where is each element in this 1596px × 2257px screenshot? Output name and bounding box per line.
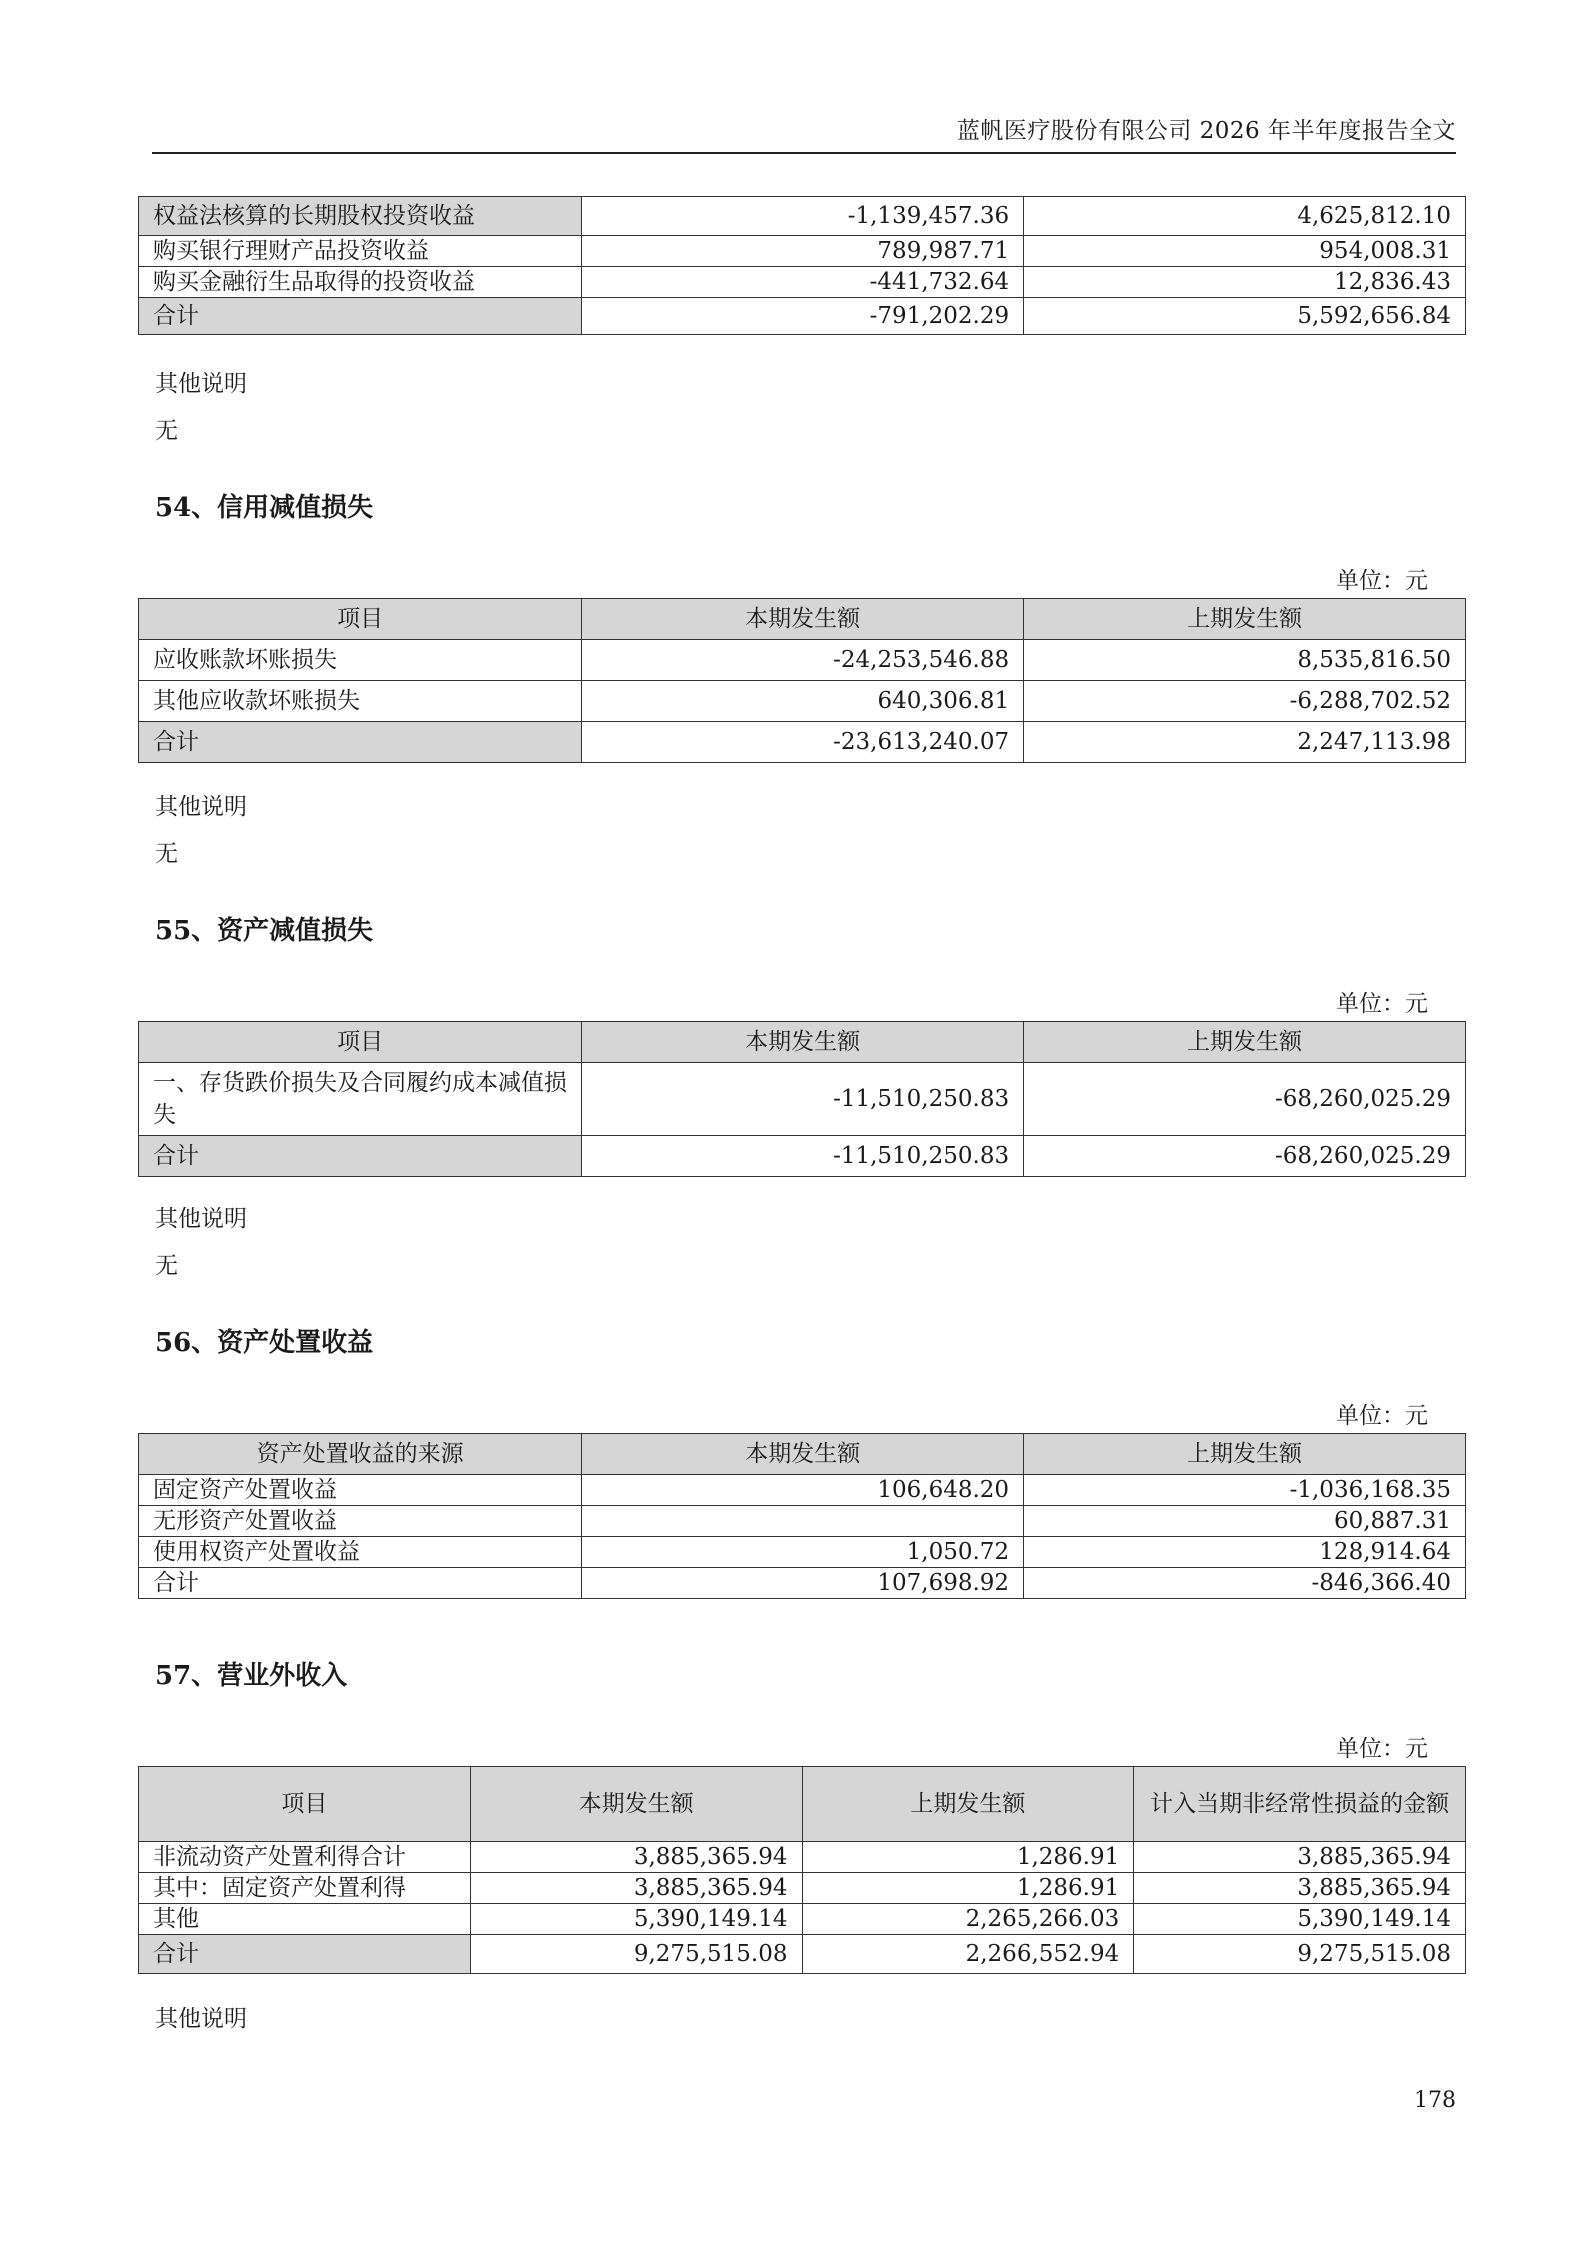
header-current: 本期发生额: [470, 1767, 802, 1842]
row-nonrecurring-value: 9,275,515.08: [1134, 1935, 1466, 1974]
unit-label-56: 单位：元: [1336, 1403, 1428, 1429]
row-nonrecurring-value: 3,885,365.94: [1134, 1842, 1466, 1873]
other-note-value: 无: [155, 1253, 178, 1279]
header-divider: [152, 152, 1456, 154]
row-current-value: 107,698.92: [582, 1568, 1024, 1599]
row-label: 权益法核算的长期股权投资收益: [139, 197, 582, 236]
table-header-row: [139, 599, 1466, 640]
row-current-value: 3,885,365.94: [470, 1873, 802, 1904]
row-label: 其他: [139, 1904, 471, 1935]
table-row-total: [139, 1136, 1466, 1177]
row-previous-value: -846,366.40: [1024, 1568, 1466, 1599]
row-previous-value: -68,260,025.29: [1024, 1136, 1466, 1177]
row-previous-value: 128,914.64: [1024, 1537, 1466, 1568]
row-previous-value: 2,247,113.98: [1024, 722, 1466, 763]
row-previous-value: 12,836.43: [1024, 267, 1466, 298]
table-row-total: [139, 298, 1466, 335]
row-label: 合计: [139, 298, 582, 335]
investment-income-table: [138, 196, 1466, 335]
table-row: [139, 1063, 1466, 1136]
row-label: 合计: [139, 1935, 471, 1974]
credit-impairment-table: [138, 598, 1466, 763]
table-row: [139, 1475, 1466, 1506]
row-current-value: -441,732.64: [582, 267, 1024, 298]
unit-label-57: 单位：元: [1336, 1736, 1428, 1762]
row-current-value: -11,510,250.83: [582, 1063, 1024, 1136]
table-row-total: [139, 1935, 1466, 1974]
section-title-55: 55、资产减值损失: [155, 916, 374, 946]
row-nonrecurring-value: 5,390,149.14: [1134, 1904, 1466, 1935]
other-note-value: 无: [155, 841, 178, 867]
header-current: 本期发生额: [582, 1434, 1024, 1475]
row-previous-value: 1,286.91: [802, 1842, 1134, 1873]
page-number: 178: [1414, 2088, 1456, 2113]
section-title-56: 56、资产处置收益: [155, 1328, 374, 1358]
header-item: 项目: [139, 599, 582, 640]
row-current-value: 5,390,149.14: [470, 1904, 802, 1935]
row-previous-value: -6,288,702.52: [1024, 681, 1466, 722]
row-current-value: -11,510,250.83: [582, 1136, 1024, 1177]
table-row: [139, 267, 1466, 298]
header-previous: 上期发生额: [1024, 599, 1466, 640]
row-current-value: -791,202.29: [582, 298, 1024, 335]
row-current-value: [582, 1506, 1024, 1537]
row-previous-value: 1,286.91: [802, 1873, 1134, 1904]
table-row: [139, 1873, 1466, 1904]
header-item: 项目: [139, 1022, 582, 1063]
table-row: [139, 640, 1466, 681]
table-row: [139, 236, 1466, 267]
row-label: 其他应收款坏账损失: [139, 681, 582, 722]
row-previous-value: 4,625,812.10: [1024, 197, 1466, 236]
row-current-value: -24,253,546.88: [582, 640, 1024, 681]
header-item: 项目: [139, 1767, 471, 1842]
header-previous: 上期发生额: [802, 1767, 1134, 1842]
header-source: 资产处置收益的来源: [139, 1434, 582, 1475]
other-note-label: 其他说明: [155, 371, 247, 397]
table-row-total: [139, 1568, 1466, 1599]
row-current-value: -23,613,240.07: [582, 722, 1024, 763]
row-previous-value: 954,008.31: [1024, 236, 1466, 267]
unit-label-55: 单位：元: [1336, 991, 1428, 1017]
table-row: [139, 1506, 1466, 1537]
table-row-total: [139, 722, 1466, 763]
row-label: 购买金融衍生品取得的投资收益: [139, 267, 582, 298]
section-title-57: 57、营业外收入: [155, 1661, 348, 1691]
table-header-row: [139, 1022, 1466, 1063]
table-header-row: [139, 1767, 1466, 1842]
row-label: 合计: [139, 1136, 582, 1177]
row-previous-value: 60,887.31: [1024, 1506, 1466, 1537]
row-previous-value: -68,260,025.29: [1024, 1063, 1466, 1136]
row-label: 使用权资产处置收益: [139, 1537, 582, 1568]
header-current: 本期发生额: [582, 599, 1024, 640]
table-row: [139, 1904, 1466, 1935]
header-current: 本期发生额: [582, 1022, 1024, 1063]
row-label: 非流动资产处置利得合计: [139, 1842, 471, 1873]
other-note-label: 其他说明: [155, 1206, 247, 1232]
row-current-value: -1,139,457.36: [582, 197, 1024, 236]
other-note-label: 其他说明: [155, 2006, 247, 2032]
row-label: 合计: [139, 1568, 582, 1599]
row-previous-value: 2,265,266.03: [802, 1904, 1134, 1935]
row-current-value: 1,050.72: [582, 1537, 1024, 1568]
row-current-value: 106,648.20: [582, 1475, 1024, 1506]
other-note-value: 无: [155, 418, 178, 444]
table-row: [139, 681, 1466, 722]
report-header-title: 蓝帆医疗股份有限公司 2026 年半年度报告全文: [956, 118, 1456, 144]
other-note-label: 其他说明: [155, 794, 247, 820]
unit-label-54: 单位：元: [1336, 568, 1428, 594]
row-label: 应收账款坏账损失: [139, 640, 582, 681]
header-nonrecurring: 计入当期非经常性损益的金额: [1134, 1767, 1466, 1842]
header-previous: 上期发生额: [1024, 1434, 1466, 1475]
header-previous: 上期发生额: [1024, 1022, 1466, 1063]
row-previous-value: 8,535,816.50: [1024, 640, 1466, 681]
table-row: [139, 1842, 1466, 1873]
section-title-54: 54、信用减值损失: [155, 493, 374, 523]
row-current-value: 3,885,365.94: [470, 1842, 802, 1873]
row-label: 固定资产处置收益: [139, 1475, 582, 1506]
row-current-value: 9,275,515.08: [470, 1935, 802, 1974]
asset-impairment-table: [138, 1021, 1466, 1177]
table-row: [139, 1537, 1466, 1568]
row-previous-value: -1,036,168.35: [1024, 1475, 1466, 1506]
table-header-row: [139, 1434, 1466, 1475]
row-current-value: 640,306.81: [582, 681, 1024, 722]
row-current-value: 789,987.71: [582, 236, 1024, 267]
table-row: [139, 197, 1466, 236]
row-label: 合计: [139, 722, 582, 763]
row-previous-value: 5,592,656.84: [1024, 298, 1466, 335]
row-nonrecurring-value: 3,885,365.94: [1134, 1873, 1466, 1904]
row-label: 购买银行理财产品投资收益: [139, 236, 582, 267]
asset-disposal-table: [138, 1433, 1466, 1599]
non-operating-income-table: [138, 1766, 1466, 1974]
row-label: 其中：固定资产处置利得: [139, 1873, 471, 1904]
row-label: 一、存货跌价损失及合同履约成本减值损失: [139, 1063, 582, 1136]
row-label: 无形资产处置收益: [139, 1506, 582, 1537]
row-previous-value: 2,266,552.94: [802, 1935, 1134, 1974]
